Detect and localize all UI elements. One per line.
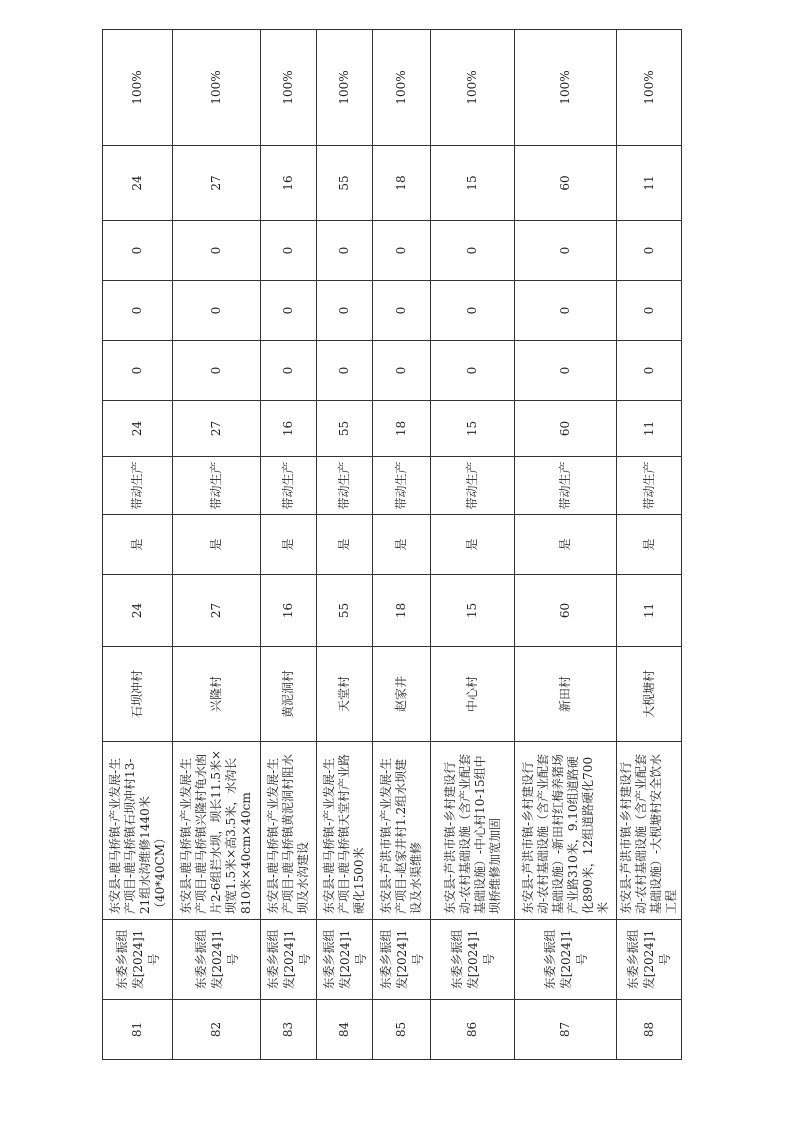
percent-value: 100% (261, 30, 317, 146)
value-1: 18 (373, 401, 431, 457)
value-2: 0 (431, 341, 515, 401)
row-number: 87 (515, 1000, 617, 1060)
flag-value: 是 (173, 515, 261, 575)
flag-value: 是 (515, 515, 617, 575)
type-value: 带动生产 (373, 457, 431, 515)
document-number: 东委乡振组发[2024]1号 (515, 920, 617, 1000)
village-name: 中心村 (431, 647, 515, 742)
row-number: 84 (317, 1000, 373, 1060)
table-row (317, 30, 373, 1060)
document-number: 东委乡振组发[2024]1号 (173, 920, 261, 1000)
value-5: 11 (617, 146, 682, 221)
flag-value: 是 (317, 515, 373, 575)
count-value: 55 (317, 575, 373, 647)
percent-value: 100% (173, 30, 261, 146)
project-name: 东安县-鹿马桥镇-产业发展-生产项目-鹿马桥镇石坝冲村13-21组水沟维修1440米（40*40CM） (103, 742, 173, 920)
type-value: 带动生产 (431, 457, 515, 515)
percent-value: 100% (515, 30, 617, 146)
count-value: 60 (515, 575, 617, 647)
type-value: 带动生产 (103, 457, 173, 515)
percent-value: 100% (617, 30, 682, 146)
value-3: 0 (261, 281, 317, 341)
project-table (102, 29, 682, 1060)
value-1: 60 (515, 401, 617, 457)
type-value: 带动生产 (317, 457, 373, 515)
value-3: 0 (373, 281, 431, 341)
value-3: 0 (173, 281, 261, 341)
project-name: 东安县-芦洪市镇-产业发展-生产项目-赵家井村1.2组水坝建设及水渠维修 (373, 742, 431, 920)
value-4: 0 (103, 221, 173, 281)
village-name: 天堂村 (317, 647, 373, 742)
flag-value: 是 (103, 515, 173, 575)
value-2: 0 (103, 341, 173, 401)
value-2: 0 (515, 341, 617, 401)
value-3: 0 (431, 281, 515, 341)
village-name: 兴隆村 (173, 647, 261, 742)
count-value: 11 (617, 575, 682, 647)
count-value: 24 (103, 575, 173, 647)
value-1: 16 (261, 401, 317, 457)
value-1: 27 (173, 401, 261, 457)
project-name: 东安县-鹿马桥镇-产业发展-生产项目-鹿马桥镇黄泥洞村阻水坝及水沟建设 (261, 742, 317, 920)
value-1: 15 (431, 401, 515, 457)
table-row (515, 30, 617, 1060)
row-number: 81 (103, 1000, 173, 1060)
row-number: 86 (431, 1000, 515, 1060)
value-5: 27 (173, 146, 261, 221)
value-3: 0 (515, 281, 617, 341)
project-name: 东安县-芦洪市镇-乡村建设行动-农村基础设施（含产业配套基础设施）-大枧塘村安全饮水工程 (617, 742, 682, 920)
table-body (103, 30, 682, 1060)
village-name: 石坝冲村 (103, 647, 173, 742)
value-2: 0 (317, 341, 373, 401)
count-value: 15 (431, 575, 515, 647)
percent-value: 100% (431, 30, 515, 146)
count-value: 18 (373, 575, 431, 647)
table-row (103, 30, 173, 1060)
document-number: 东委乡振组发[2024]1号 (261, 920, 317, 1000)
document-number: 东委乡振组发[2024]1号 (103, 920, 173, 1000)
flag-value: 是 (373, 515, 431, 575)
value-2: 0 (617, 341, 682, 401)
village-name: 新田村 (515, 647, 617, 742)
count-value: 16 (261, 575, 317, 647)
count-value: 27 (173, 575, 261, 647)
row-number: 83 (261, 1000, 317, 1060)
value-5: 24 (103, 146, 173, 221)
rotated-table-wrapper (102, 30, 678, 1060)
value-1: 11 (617, 401, 682, 457)
table-row (173, 30, 261, 1060)
percent-value: 100% (103, 30, 173, 146)
value-4: 0 (317, 221, 373, 281)
value-4: 0 (373, 221, 431, 281)
table-row (261, 30, 317, 1060)
value-5: 16 (261, 146, 317, 221)
value-3: 0 (103, 281, 173, 341)
value-5: 55 (317, 146, 373, 221)
document-number: 东委乡振组发[2024]1号 (317, 920, 373, 1000)
value-3: 0 (317, 281, 373, 341)
value-3: 0 (617, 281, 682, 341)
value-2: 0 (261, 341, 317, 401)
project-name: 东安县-芦洪市镇-乡村建设行动-农村基础设施（含产业配套基础设施）-新田村红梅养猪场产业路310米，9.10组道路硬化890米，12组道路硬化700米 (515, 742, 617, 920)
value-4: 0 (431, 221, 515, 281)
value-5: 60 (515, 146, 617, 221)
value-5: 15 (431, 146, 515, 221)
document-number: 东委乡振组发[2024]1号 (373, 920, 431, 1000)
value-4: 0 (515, 221, 617, 281)
flag-value: 是 (617, 515, 682, 575)
village-name: 大枧塘村 (617, 647, 682, 742)
value-1: 55 (317, 401, 373, 457)
percent-value: 100% (317, 30, 373, 146)
value-2: 0 (373, 341, 431, 401)
table-row (617, 30, 682, 1060)
project-name: 东安县-鹿马桥镇-产业发展-生产项目-鹿马桥镇天堂村产业路硬化1500米 (317, 742, 373, 920)
percent-value: 100% (373, 30, 431, 146)
type-value: 带动生产 (173, 457, 261, 515)
flag-value: 是 (431, 515, 515, 575)
type-value: 带动生产 (515, 457, 617, 515)
type-value: 带动生产 (261, 457, 317, 515)
value-4: 0 (261, 221, 317, 281)
row-number: 85 (373, 1000, 431, 1060)
project-name: 东安县-芦洪市镇-乡村建设行动-农村基础设施（含产业配套基础设施）-中心村10-15组中坝桥维修加宽加固 (431, 742, 515, 920)
project-name: 东安县-鹿马桥镇-产业发展-生产项目-鹿马桥镇兴隆村龟水凼片2-6组拦水坝，坝长11.5米×坝宽1.5米×高3.5米，水沟长810米×40cm×40cm (173, 742, 261, 920)
value-4: 0 (617, 221, 682, 281)
value-2: 0 (173, 341, 261, 401)
village-name: 黄泥洞村 (261, 647, 317, 742)
table-row (373, 30, 431, 1060)
value-5: 18 (373, 146, 431, 221)
value-1: 24 (103, 401, 173, 457)
document-number: 东委乡振组发[2024]1号 (617, 920, 682, 1000)
row-number: 88 (617, 1000, 682, 1060)
document-number: 东委乡振组发[2024]1号 (431, 920, 515, 1000)
village-name: 赵家井 (373, 647, 431, 742)
table-row (431, 30, 515, 1060)
row-number: 82 (173, 1000, 261, 1060)
type-value: 带动生产 (617, 457, 682, 515)
flag-value: 是 (261, 515, 317, 575)
value-4: 0 (173, 221, 261, 281)
